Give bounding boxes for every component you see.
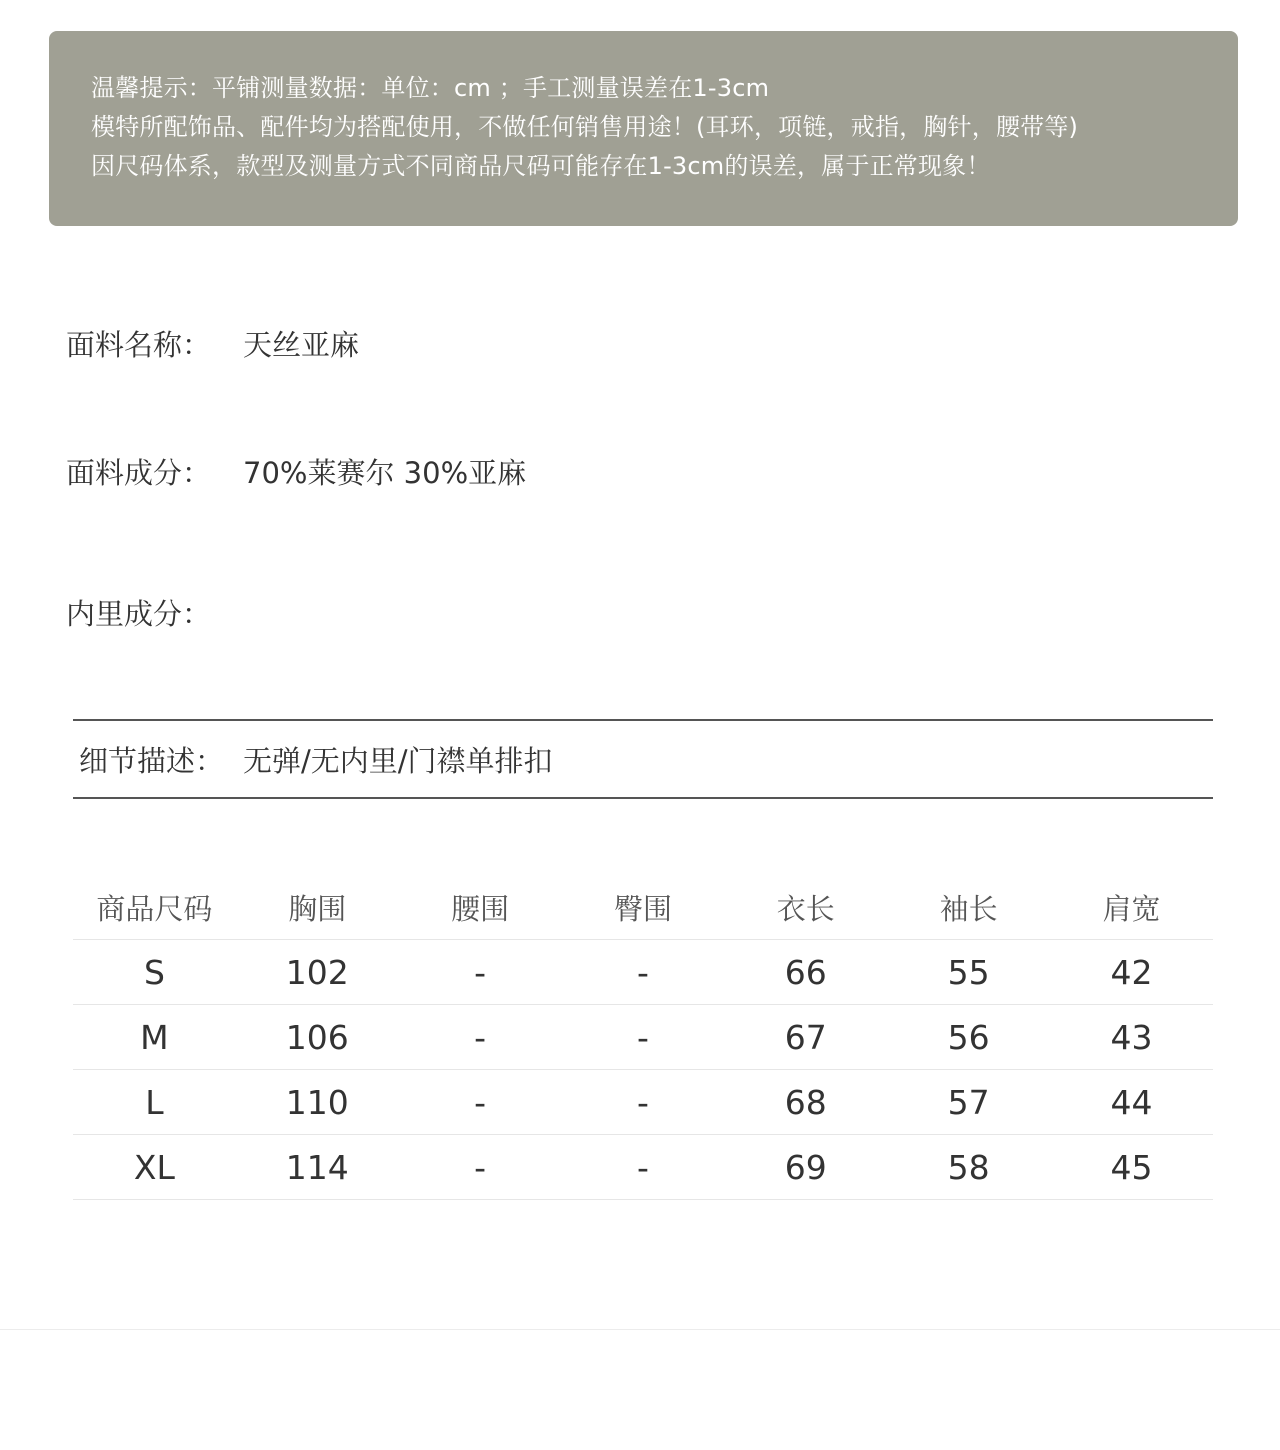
notice-box	[49, 31, 1238, 226]
bottom-divider	[0, 1329, 1280, 1330]
detail-description-value: 无弹/无内里/门襟单排扣	[243, 743, 553, 778]
header-shoulder: 肩宽	[1050, 875, 1213, 940]
fabric-name-label: 面料名称：	[66, 327, 212, 362]
notice-line: 温馨提示：平铺测量数据：单位：cm ；手工测量误差在1-3cm	[91, 74, 770, 102]
table-cell: 56	[887, 1005, 1050, 1070]
table-cell: 114	[236, 1135, 399, 1200]
table-cell: 42	[1050, 940, 1213, 1005]
lining-composition-label: 内里成分：	[66, 596, 212, 631]
notice-line: 模特所配饰品、配件均为搭配使用，不做任何销售用途！(耳环，项链，戒指，胸针，腰带等)	[91, 113, 1079, 141]
size-table-header-row	[73, 875, 1213, 940]
table-cell: -	[562, 1005, 725, 1070]
table-cell: 67	[724, 1005, 887, 1070]
detail-description-row	[73, 719, 1213, 799]
table-row	[73, 1135, 1213, 1200]
table-row	[73, 940, 1213, 1005]
table-cell: XL	[73, 1135, 236, 1200]
header-size: 商品尺码	[73, 875, 236, 940]
table-cell: 43	[1050, 1005, 1213, 1070]
table-cell: 66	[724, 940, 887, 1005]
detail-description-label: 细节描述：	[79, 743, 225, 778]
table-cell: 106	[236, 1005, 399, 1070]
table-cell: L	[73, 1070, 236, 1135]
table-cell: -	[399, 1070, 562, 1135]
size-table	[73, 875, 1213, 1200]
table-cell: -	[399, 1135, 562, 1200]
table-cell: 69	[724, 1135, 887, 1200]
table-cell: 68	[724, 1070, 887, 1135]
table-cell: 110	[236, 1070, 399, 1135]
table-cell: -	[562, 940, 725, 1005]
table-cell: -	[399, 940, 562, 1005]
lining-composition-row	[66, 592, 243, 632]
table-cell: -	[399, 1005, 562, 1070]
fabric-name-value: 天丝亚麻	[243, 327, 360, 362]
fabric-composition-value: 70%莱赛尔 30%亚麻	[243, 455, 527, 490]
table-cell: 44	[1050, 1070, 1213, 1135]
notice-line: 因尺码体系，款型及测量方式不同商品尺码可能存在1-3cm的误差，属于正常现象！	[91, 152, 991, 180]
header-hip: 臀围	[562, 875, 725, 940]
header-sleeve: 袖长	[887, 875, 1050, 940]
fabric-composition-label: 面料成分：	[66, 455, 212, 490]
fabric-name-row	[66, 323, 359, 363]
table-cell: -	[562, 1070, 725, 1135]
header-chest: 胸围	[236, 875, 399, 940]
table-cell: 45	[1050, 1135, 1213, 1200]
fabric-composition-row	[66, 451, 526, 491]
table-cell: S	[73, 940, 236, 1005]
table-cell: 55	[887, 940, 1050, 1005]
table-cell: 57	[887, 1070, 1050, 1135]
table-cell: 58	[887, 1135, 1050, 1200]
table-cell: -	[562, 1135, 725, 1200]
table-cell: M	[73, 1005, 236, 1070]
table-cell: 102	[236, 940, 399, 1005]
header-waist: 腰围	[399, 875, 562, 940]
table-row	[73, 1005, 1213, 1070]
table-row	[73, 1070, 1213, 1135]
header-length: 衣长	[724, 875, 887, 940]
